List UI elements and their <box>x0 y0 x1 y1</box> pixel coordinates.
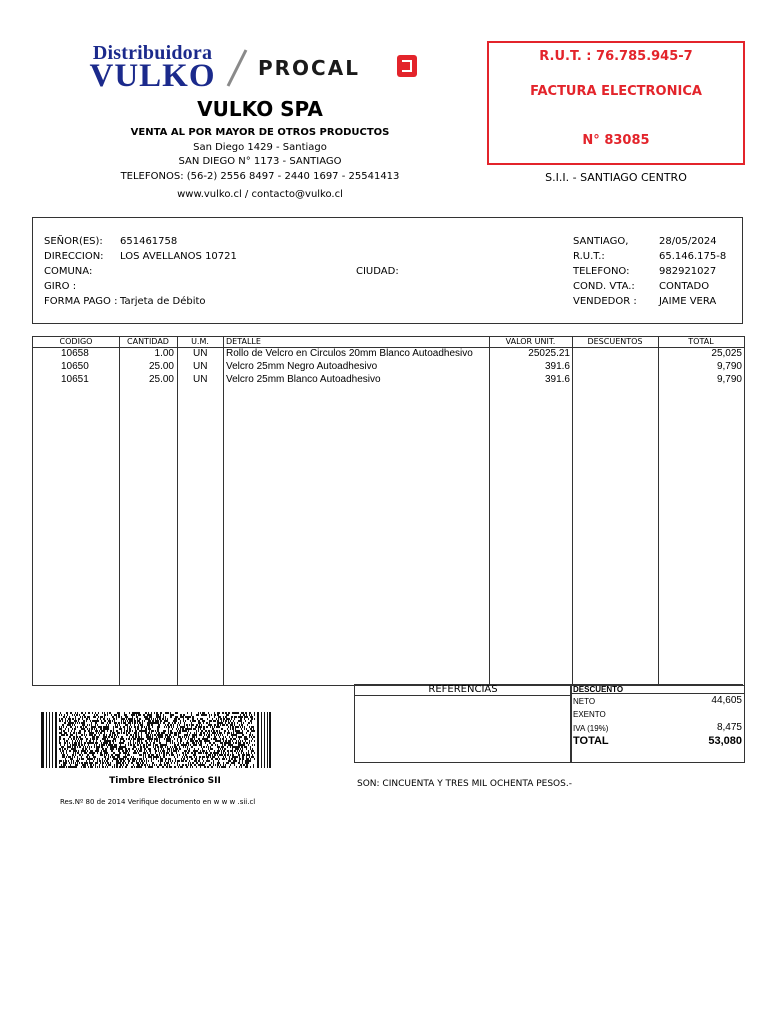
forma-pago-label: FORMA PAGO : <box>44 296 118 307</box>
comuna-label: COMUNA: <box>44 266 93 277</box>
forma-pago-value: Tarjeta de Débito <box>120 296 206 307</box>
totals-box <box>570 684 745 763</box>
amount-in-words: SON: CINCUENTA Y TRES MIL OCHENTA PESOS.- <box>357 779 572 789</box>
row-valor-unit: 391.6 <box>544 361 570 372</box>
row-um: UN <box>193 361 208 372</box>
column-divider <box>489 337 490 685</box>
row-codigo: 10658 <box>61 348 89 359</box>
header-cantidad: CANTIDAD <box>127 337 169 346</box>
header-descuentos: DESCUENTOS <box>587 337 643 346</box>
telefono-value: 982921027 <box>659 266 717 277</box>
iva-value: 8,475 <box>716 722 742 733</box>
exento-label: EXENTO <box>573 710 606 719</box>
timbre-barcode-icon <box>41 712 271 768</box>
senor-label: SEÑOR(ES): <box>44 236 103 247</box>
column-divider <box>119 337 120 685</box>
items-table <box>32 336 745 686</box>
header-total: TOTAL <box>688 337 714 346</box>
total-label: TOTAL <box>573 735 609 747</box>
cond-vta-label: COND. VTA.: <box>573 281 635 292</box>
row-detalle: Velcro 25mm Blanco Autoadhesivo <box>226 374 381 385</box>
company-address-2: SAN DIEGO N° 1173 - SANTIAGO <box>178 156 342 167</box>
row-codigo: 10651 <box>61 374 89 385</box>
document-number: N° 83085 <box>582 133 650 148</box>
logo-separator-slash <box>222 48 252 88</box>
giro-label: GIRO : <box>44 281 77 292</box>
direccion-value: LOS AVELLANOS 10721 <box>120 251 237 262</box>
descuento-label: DESCUENTO <box>573 685 624 694</box>
totals-divider <box>571 693 744 694</box>
neto-label: NETO <box>573 697 596 706</box>
senor-value: 651461758 <box>120 236 178 247</box>
vendedor-value: JAIME VERA <box>659 296 717 307</box>
company-phones: TELEFONOS: (56-2) 2556 8497 - 2440 1697 - 25541413 <box>120 170 400 182</box>
client-rut-value: 65.146.175-8 <box>659 251 727 262</box>
logo-vulko-text: VULKO <box>89 58 216 94</box>
date-value: 28/05/2024 <box>659 236 717 247</box>
row-cantidad: 1.00 <box>154 348 174 359</box>
ciudad-label: CIUDAD: <box>356 266 399 277</box>
header-codigo: CODIGO <box>59 337 93 346</box>
iva-label: IVA (19%) <box>573 724 609 733</box>
direccion-label: DIRECCION: <box>44 251 104 262</box>
row-total: 25,025 <box>711 348 742 359</box>
row-total: 9,790 <box>716 361 742 372</box>
company-web: www.vulko.cl / contacto@vulko.cl <box>177 189 343 200</box>
row-total: 9,790 <box>716 374 742 385</box>
document-id-box <box>487 41 745 165</box>
company-address-1: San Diego 1429 - Santiago <box>193 141 327 153</box>
neto-value: 44,605 <box>711 695 742 706</box>
row-valor-unit: 391.6 <box>544 374 570 385</box>
column-divider <box>658 337 659 685</box>
resolution-note: Res.Nº 80 de 2014 Verifique documento en w w w .sii.cl <box>60 798 256 806</box>
company-name: VULKO SPA <box>197 97 323 121</box>
logo-distribuidora-text: Distribuidora <box>92 42 213 64</box>
row-cantidad: 25.00 <box>148 361 174 372</box>
row-valor-unit: 25025.21 <box>528 348 570 359</box>
issuer-rut: R.U.T. : 76.785.945-7 <box>539 49 693 64</box>
timbre-label: Timbre Electrónico SII <box>109 776 221 786</box>
document-type: FACTURA ELECTRONICA <box>530 84 702 99</box>
header-um: U.M. <box>191 337 209 346</box>
vulko-logo <box>80 42 225 94</box>
vendedor-label: VENDEDOR : <box>573 296 637 307</box>
column-divider <box>223 337 224 685</box>
row-detalle: Rollo de Velcro en Circulos 20mm Blanco Autoadhesivo <box>226 348 473 359</box>
row-cantidad: 25.00 <box>148 374 174 385</box>
row-codigo: 10650 <box>61 361 89 372</box>
column-divider <box>177 337 178 685</box>
header-valor-unit: VALOR UNIT. <box>505 337 556 346</box>
procal-logo: PROCAL <box>258 56 360 80</box>
procal-logo-mark-icon <box>397 55 417 77</box>
client-info-box <box>32 217 743 324</box>
city-label: SANTIAGO, <box>573 236 629 247</box>
referencias-box <box>354 684 572 763</box>
client-rut-label: R.U.T.: <box>573 251 605 262</box>
row-detalle: Velcro 25mm Negro Autoadhesivo <box>226 361 378 372</box>
company-giro: VENTA AL POR MAYOR DE OTROS PRODUCTOS <box>130 127 390 138</box>
cond-vta-value: CONTADO <box>659 281 710 292</box>
row-um: UN <box>193 374 208 385</box>
company-header <box>120 96 400 203</box>
row-um: UN <box>193 348 208 359</box>
referencias-header: REFERENCIAS <box>355 684 571 696</box>
header-detalle: DETALLE <box>226 337 261 346</box>
column-divider <box>572 337 573 685</box>
total-value: 53,080 <box>708 735 742 747</box>
sii-office: S.I.I. - SANTIAGO CENTRO <box>545 171 687 184</box>
telefono-label: TELEFONO: <box>573 266 630 277</box>
